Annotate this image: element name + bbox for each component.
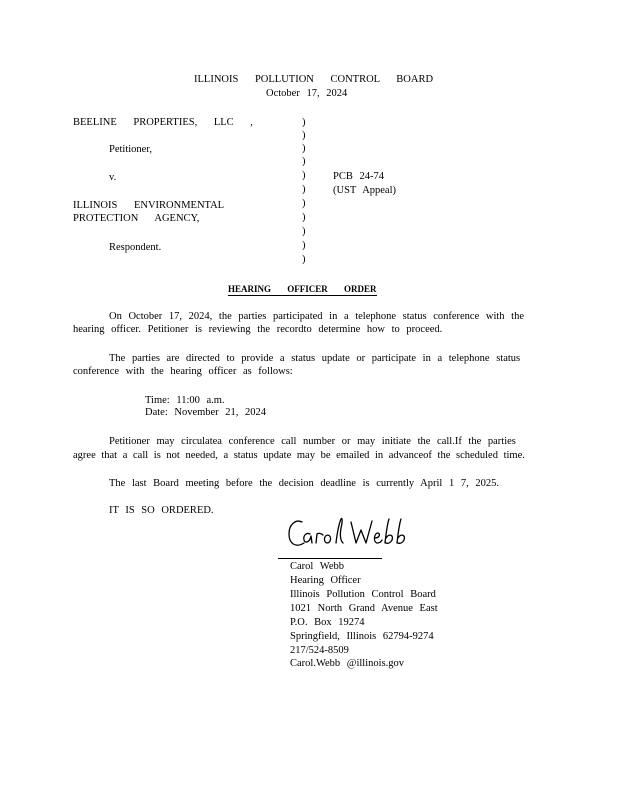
order-title: HEARING OFFICER ORDER	[228, 284, 377, 294]
paragraph-4: The last Board meeting before the decision deadline is currently April 1 7, 2025.	[109, 478, 499, 489]
paren: )	[302, 170, 306, 181]
handwritten-signature	[286, 516, 416, 552]
hearing-time: Time: 11:00 a.m.	[145, 395, 225, 406]
case-type: (UST Appeal)	[333, 185, 397, 196]
paragraph-3-line-1: Petitioner may circulatea conference call number or may initiate the call.If the parties	[109, 436, 516, 447]
signer-email: Carol.Webb @illinois.gov	[290, 658, 405, 669]
signer-po-box: P.O. Box 19274	[290, 617, 365, 628]
signer-city: Springfield, Illinois 62794-9274	[290, 631, 434, 642]
paragraph-3-line-2: agree that a call is not needed, a status update may be emailed in advanceof the scheduled time.	[73, 450, 525, 461]
petitioner-name: BEELINE PROPERTIES, LLC ,	[73, 117, 253, 128]
paren: )	[302, 130, 306, 141]
respondent-role: Respondent.	[109, 242, 162, 253]
signer-organization: Illinois Pollution Control Board	[290, 589, 436, 600]
so-ordered: IT IS SO ORDERED.	[109, 505, 214, 516]
paragraph-2-line-1: The parties are directed to provide a status update or participate in a telephone status	[109, 353, 521, 364]
order-date: October 17, 2024	[266, 88, 348, 99]
hearing-date: Date: November 21, 2024	[145, 407, 267, 418]
versus-label: v.	[109, 172, 117, 183]
paragraph-1-line-2: hearing officer. Petitioner is reviewing the recordto determine how to proceed.	[73, 324, 443, 335]
board-heading: ILLINOIS POLLUTION CONTROL BOARD	[194, 74, 434, 85]
paren: )	[302, 254, 306, 265]
petitioner-role: Petitioner,	[109, 144, 153, 155]
signature-line	[278, 558, 382, 559]
paren: )	[302, 198, 306, 209]
paren: )	[302, 226, 306, 237]
paren: )	[302, 143, 306, 154]
respondent-name-line2: PROTECTION AGENCY,	[73, 213, 200, 224]
case-number: PCB 24-74	[333, 171, 384, 182]
paragraph-2-line-2: conference with the hearing officer as follows:	[73, 366, 293, 377]
respondent-name-line1: ILLINOIS ENVIRONMENTAL	[73, 200, 225, 211]
paragraph-1-line-1: On October 17, 2024, the parties participated in a telephone status conference with the	[109, 311, 524, 322]
paren: )	[302, 240, 306, 251]
paren: )	[302, 117, 306, 128]
signer-name: Carol Webb	[290, 561, 344, 572]
paren: )	[302, 156, 306, 167]
signer-title: Hearing Officer	[290, 575, 361, 586]
signer-phone: 217/524-8509	[290, 645, 349, 656]
paren: )	[302, 184, 306, 195]
signer-street: 1021 North Grand Avenue East	[290, 603, 438, 614]
paren: )	[302, 212, 306, 223]
